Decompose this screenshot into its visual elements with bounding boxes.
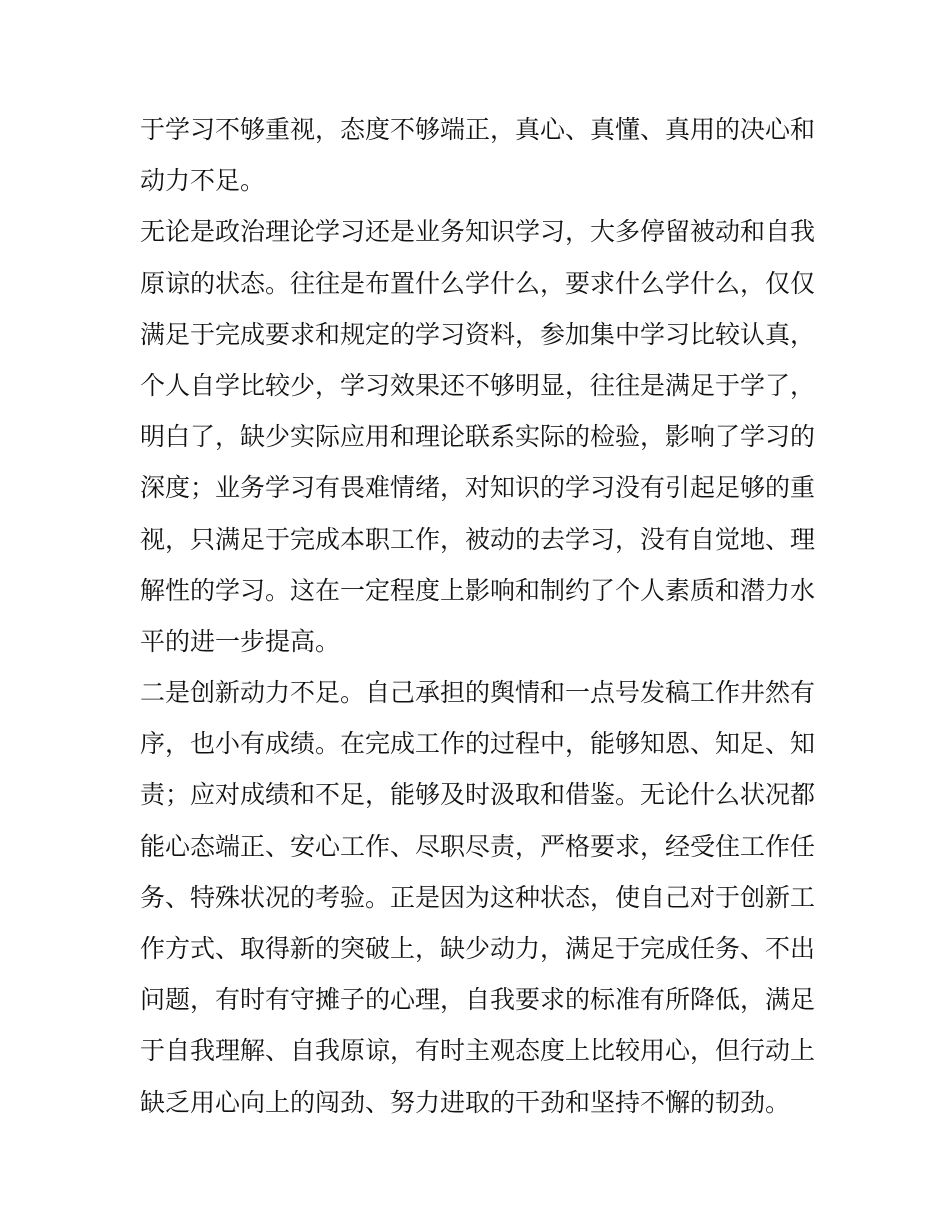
text-line: 深度；业务学习有畏难情绪，对知识的学习没有引起足够的重 xyxy=(140,473,816,503)
text-line: 满足于完成要求和规定的学习资料，参加集中学习比较认真， xyxy=(140,319,816,349)
document-body-text xyxy=(140,104,816,1128)
text-line: 原谅的状态。往往是布置什么学什么，要求什么学什么，仅仅 xyxy=(140,268,816,298)
text-line: 责；应对成绩和不足，能够及时汲取和借鉴。无论什么状况都 xyxy=(140,780,816,810)
text-line: 于自我理解、自我原谅，有时主观态度上比较用心，但行动上 xyxy=(140,1036,816,1066)
text-line: 动力不足。 xyxy=(140,166,266,196)
text-line: 平的进一步提高。 xyxy=(140,626,341,656)
text-line: 缺乏用心向上的闯劲、努力进取的干劲和坚持不懈的韧劲。 xyxy=(140,1087,791,1117)
text-line: 二是创新动力不足。自己承担的舆情和一点号发稿工作井然有 xyxy=(140,678,816,708)
text-line: 于学习不够重视，态度不够端正，真心、真懂、真用的决心和 xyxy=(140,115,816,144)
text-line: 个人自学比较少，学习效果还不够明显，往往是满足于学了， xyxy=(140,370,816,400)
text-line: 序，也小有成绩。在完成工作的过程中，能够知恩、知足、知 xyxy=(140,729,816,759)
text-line: 作方式、取得新的突破上，缺少动力，满足于完成任务、不出 xyxy=(140,934,816,963)
text-line: 无论是政治理论学习还是业务知识学习，大多停留被动和自我 xyxy=(140,217,816,247)
text-line: 务、特殊状况的考验。正是因为这种状态，使自己对于创新工 xyxy=(140,882,816,912)
text-line: 解性的学习。这在一定程度上影响和制约了个人素质和潜力水 xyxy=(140,575,816,605)
text-line: 视，只满足于完成本职工作，被动的去学习，没有自觉地、理 xyxy=(140,524,816,554)
text-line: 问题，有时有守摊子的心理，自我要求的标准有所降低，满足 xyxy=(140,985,816,1015)
text-line: 能心态端正、安心工作、尽职尽责，严格要求，经受住工作任 xyxy=(140,831,816,861)
text-line: 明白了，缺少实际应用和理论联系实际的检验，影响了学习的 xyxy=(140,422,816,452)
